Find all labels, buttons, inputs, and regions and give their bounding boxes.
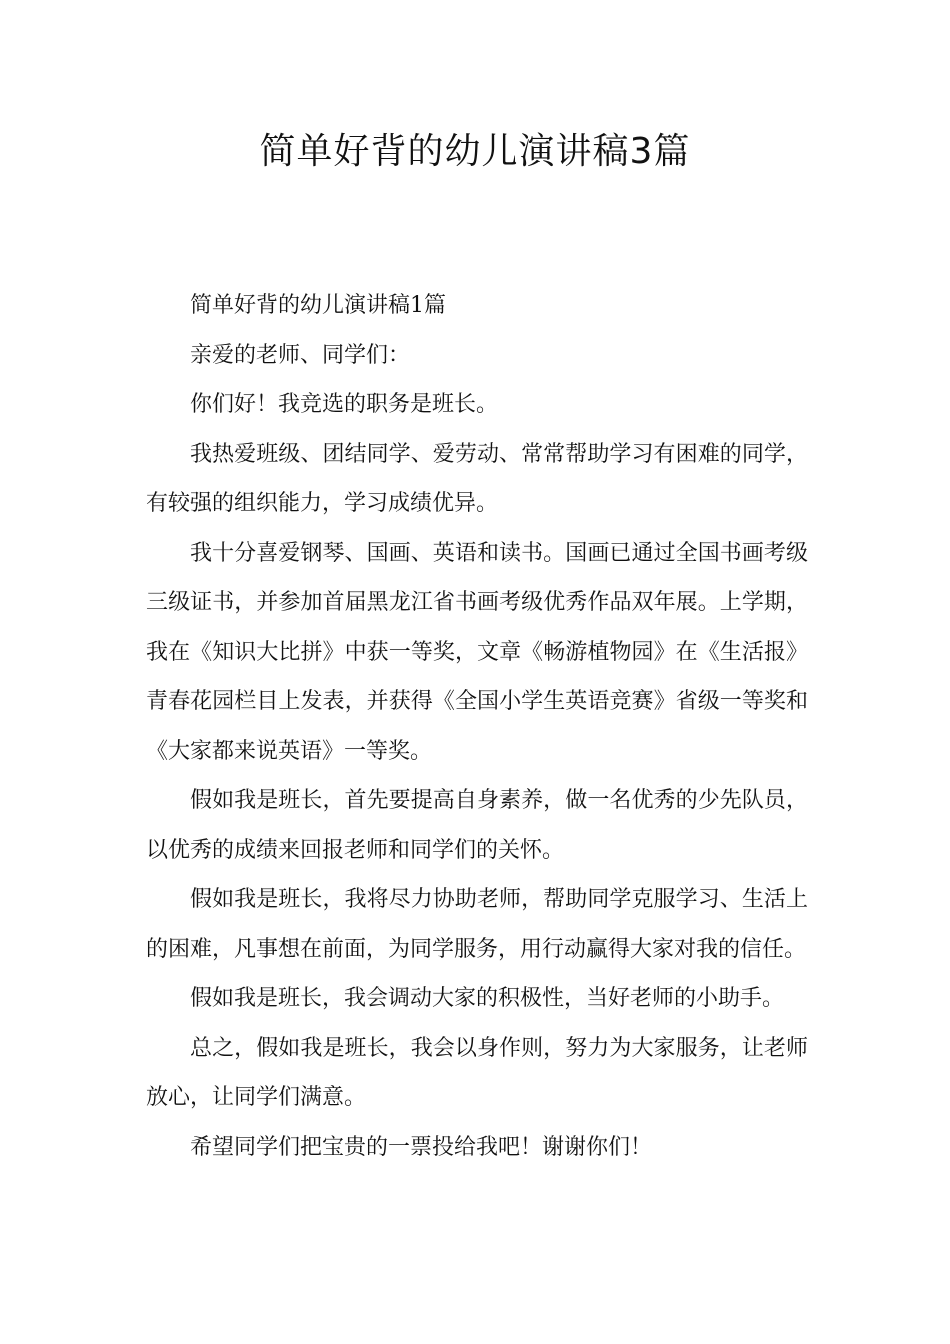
paragraph-plan-two: 假如我是班长，我将尽力协助老师，帮助同学克服学习、生活上的困难，凡事想在前面，为同学服务，用行动赢得大家对我的信任。 — [146, 887, 808, 962]
paragraph-greeting: 亲爱的老师、同学们： — [190, 342, 411, 368]
paragraph-hello: 你们好！我竞选的职务是班长。 — [190, 392, 499, 417]
paragraph-conclusion: 总之，假如我是班长，我会以身作则，努力为大家服务，让老师放心，让同学们满意。 — [146, 1035, 808, 1110]
paragraph-subtitle: 简单好背的幼儿演讲稿1篇 — [190, 293, 446, 318]
paragraph-plan-three: 假如我是班长，我会调动大家的积极性，当好老师的小助手。 — [190, 986, 785, 1011]
paragraph-closing: 希望同学们把宝贵的一票投给我吧！谢谢你们！ — [190, 1134, 653, 1160]
paragraph-qualities: 我热爱班级、团结同学、爱劳动、常常帮助学习有困难的同学，有较强的组织能力，学习成绩优异。 — [146, 441, 808, 516]
paragraph-plan-one: 假如我是班长，首先要提高自身素养，做一名优秀的少先队员，以优秀的成绩来回报老师和同学们的关怀。 — [146, 788, 808, 863]
document-body — [146, 281, 808, 1172]
paragraph-hobbies: 我十分喜爱钢琴、国画、英语和读书。国画已通过全国书画考级三级证书，并参加首届黑龙江省书画考级优秀作品双年展。上学期，我在《知识大比拼》中获一等奖，文章《畅游植物园》在《生活报》青春花园栏目上发表，并获得《全国小学生英语竞赛》省级一等奖和《大家都来说英语》一等奖。 — [146, 540, 808, 764]
document-title: 简单好背的幼儿演讲稿3篇 — [259, 131, 691, 172]
